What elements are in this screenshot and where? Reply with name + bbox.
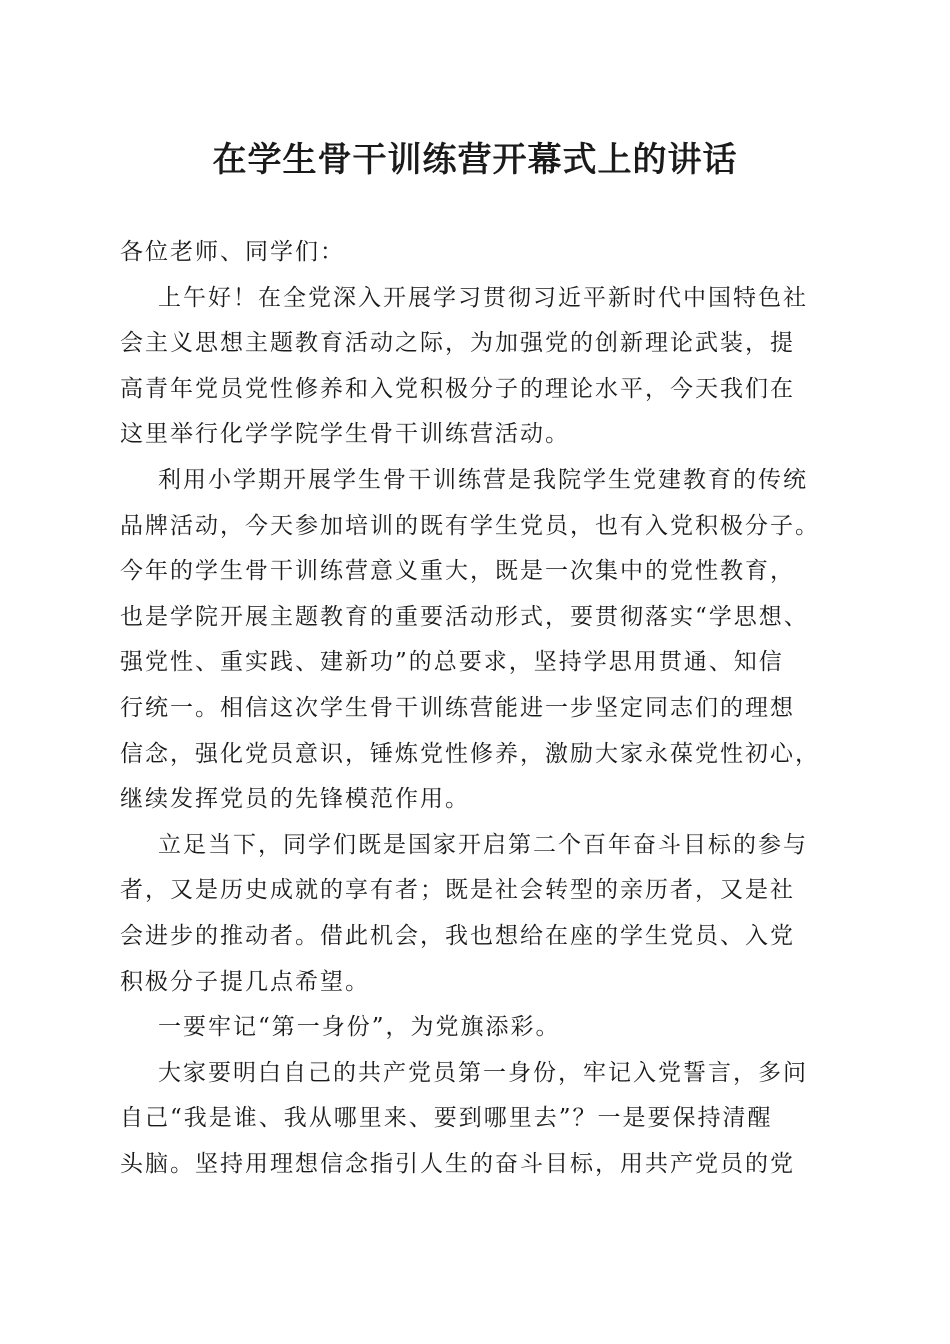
text-line: 强党性、重实践、建新功”的总要求，坚持学思用贯通、知信 [120,649,784,676]
text-line: 信念，强化党员意识，锤炼党性修养，激励大家永葆党性初心， [120,740,820,767]
section-heading: 一要牢记“第一身份”，为党旗添彩。 [158,1014,561,1041]
text-line: 品牌活动，今天参加培训的既有学生党员，也有入党积极分子。 [120,512,820,539]
document-body [120,230,840,1187]
text-line: 高青年党员党性修养和入党积极分子的理论水平，今天我们在 [120,375,795,402]
text-line: 利用小学期开展学生骨干训练营是我院学生党建教育的传统 [158,466,808,493]
text-line: 行统一。相信这次学生骨干训练营能进一步坚定同志们的理想 [120,694,795,721]
salutation: 各位老师、同学们： [120,239,345,265]
text-line: 积极分子提几点希望。 [120,968,370,995]
text-line: 自己“我是谁、我从哪里来、要到哪里去”？一是要保持清醒 [120,1105,773,1132]
text-line: 今年的学生骨干训练营意义重大，既是一次集中的党性教育， [120,558,795,585]
text-line: 头脑。坚持用理想信念指引人生的奋斗目标，用共产党员的党 [120,1150,795,1177]
text-line: 会主义思想主题教育活动之际，为加强党的创新理论武装，提 [120,330,795,357]
text-line: 会进步的推动者。借此机会，我也想给在座的学生党员、入党 [120,922,795,949]
text-line: 这里举行化学学院学生骨干训练营活动。 [120,421,570,448]
text-line: 立足当下，同学们既是国家开启第二个百年奋斗目标的参与 [158,831,808,858]
page-title: 在学生骨干训练营开幕式上的讲话 [212,140,738,180]
text-line: 大家要明白自己的共产党员第一身份，牢记入党誓言，多问 [158,1059,808,1086]
text-line: 者，又是历史成就的享有者；既是社会转型的亲历者，又是社 [120,877,795,904]
text-line: 上午好！在全党深入开展学习贯彻习近平新时代中国特色社 [158,284,808,311]
text-line: 也是学院开展主题教育的重要活动形式，要贯彻落实“学思想、 [120,603,809,630]
text-line: 继续发挥党员的先锋模范作用。 [120,786,470,813]
